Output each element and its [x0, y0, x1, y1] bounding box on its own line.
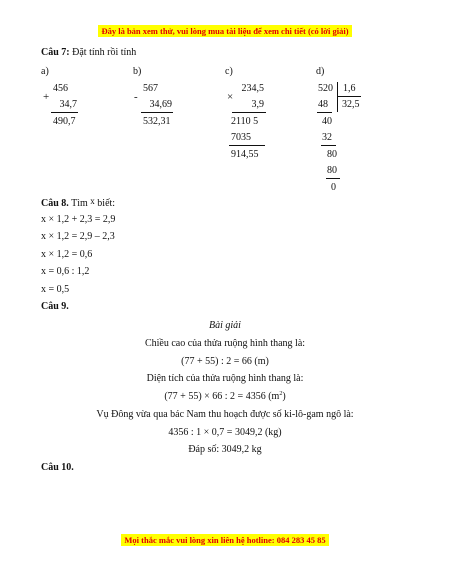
q7a-plus-sign: + — [43, 91, 50, 103]
q9-line-4-sup: 2 — [279, 391, 283, 397]
q8-title: Câu 8. — [41, 198, 69, 209]
q7-title: Câu 7: — [41, 47, 70, 58]
q7c-times-sign: × — [227, 91, 234, 103]
q7d-step-5: 80 — [327, 165, 337, 176]
q7b-operand-1: 567 — [143, 83, 158, 94]
q7d-remainder: 0 — [331, 182, 336, 193]
q7c-result: 914,55 — [231, 149, 259, 160]
q8-prompt-pre: Tìm — [71, 198, 88, 209]
q9-line-3: Diện tích của thửa ruộng hình thang là: — [146, 373, 304, 384]
q7c-partial-1: 2110 5 — [231, 116, 259, 127]
q7-prompt: Đặt tính rồi tính — [72, 47, 137, 58]
q10-title: Câu 10. — [41, 462, 74, 473]
q7d-step-3: 32 — [322, 132, 332, 143]
q9-line-4-text: (77 + 55) × 66 : 2 = 4356 (m — [164, 391, 280, 402]
q7d-quotient: 32,5 — [342, 99, 360, 110]
q7d-step-line-3 — [326, 178, 340, 179]
q7b-result: 532,31 — [143, 116, 171, 127]
q9-title: Câu 9. — [41, 301, 69, 312]
q7c-partial-2: 7035 — [231, 132, 251, 143]
q7d-step-2: 40 — [322, 116, 332, 127]
q8-step-4: x = 0,6 : 1,2 — [41, 266, 90, 277]
q8-step-2: x × 1,2 = 2,9 – 2,3 — [41, 231, 115, 242]
q8-heading — [41, 197, 115, 209]
q8-step-1: x × 1,2 + 2,3 = 2,9 — [41, 214, 116, 225]
q7d-step-4: 80 — [327, 149, 337, 160]
q7-label-c: c) — [225, 66, 233, 77]
q7d-division-bar — [337, 82, 338, 112]
q7d-dividend: 520 — [318, 83, 333, 94]
q9-line-6: 4356 : 1 × 0,7 = 3049,2 (kg) — [168, 427, 282, 438]
q9-line-4-close: ) — [282, 391, 286, 402]
q8-step-5: x = 0,5 — [41, 284, 70, 295]
q7-label-b: b) — [133, 66, 142, 77]
q7-label-a: a) — [41, 66, 49, 77]
q7-heading — [41, 48, 136, 58]
q9-line-5: Vụ Đông vừa qua bác Nam thu hoạch được số ki-lô-gam ngô là: — [96, 409, 354, 420]
q7b-difference-line — [141, 112, 173, 113]
q9-line-1: Chiều cao của thửa ruộng hình thang là: — [144, 338, 306, 349]
q8-prompt-post: biết: — [97, 198, 116, 209]
q7a-operand-2: 34,7 — [59, 99, 77, 110]
q7a-operand-1: 456 — [53, 83, 68, 94]
q9-line-4 — [0, 392, 450, 402]
q7a-sum-line — [51, 112, 78, 113]
hotline-banner: Mọi thắc mắc vui lòng xin liên hệ hotline: 084 283 45 85 — [121, 534, 328, 546]
q7d-step-line-2 — [321, 145, 336, 146]
q7c-operand-2: 3,9 — [251, 99, 264, 110]
q7c-product-line-2 — [229, 145, 265, 146]
q7c-product-line-1 — [232, 112, 266, 113]
q7d-quotient-line — [337, 96, 361, 97]
q9-solution-heading: Bài giải — [209, 320, 241, 331]
preview-banner: Đây là bản xem thử, vui lòng mua tài liệu để xem chi tiết (có lời giải) — [98, 25, 351, 37]
q7d-step-1: 48 — [318, 99, 328, 110]
q7a-result: 490,7 — [53, 116, 76, 127]
q7d-divisor: 1,6 — [343, 83, 356, 94]
q9-answer: Đáp số: 3049,2 kg — [188, 444, 262, 455]
q7b-minus-sign: - — [134, 91, 138, 103]
q7d-step-line-1 — [317, 112, 332, 113]
q7-label-d: d) — [316, 66, 325, 77]
q8-variable: x — [90, 196, 95, 206]
q9-line-2: (77 + 55) : 2 = 66 (m) — [181, 356, 269, 367]
q7c-operand-1: 234,5 — [241, 83, 264, 94]
q8-step-3: x × 1,2 = 0,6 — [41, 249, 93, 260]
q7b-operand-2: 34,69 — [149, 99, 172, 110]
